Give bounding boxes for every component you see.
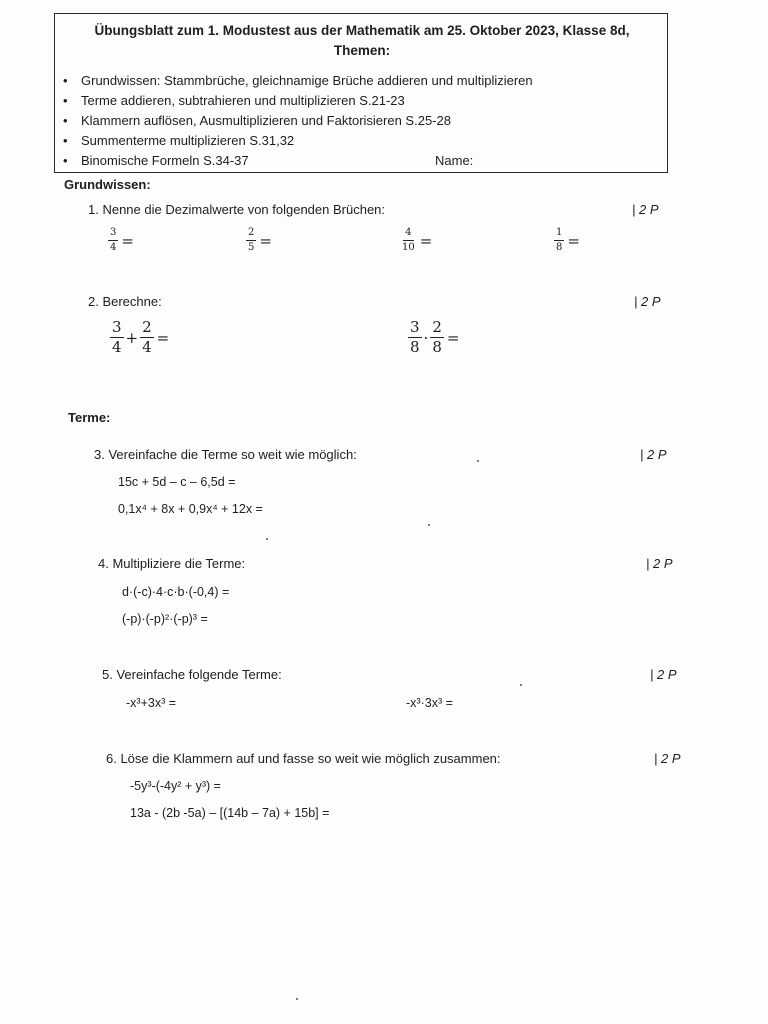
scan-speck [266,538,268,540]
topic-item: • Klammern auflösen, Ausmultiplizieren und Faktorisieren S.25-28 [63,111,533,131]
term-left: -x³+3x³ = [126,696,177,710]
topic-item: • Binomische Formeln S.34-37 [63,151,533,171]
task-2-label: 2. Berechne: [88,294,162,309]
worksheet-title: Übungsblatt zum 1. Modustest aus der Mathematik am 25. Oktober 2023, Klasse 8d, [94,23,630,38]
bullet-icon: • [63,73,68,88]
section-grundwissen: Grundwissen: [64,177,151,192]
term-line: d·(-c)·4·c·b·(-0,4) = [122,585,230,599]
term-line: (-p)·(-p)²·(-p)³ = [122,612,208,626]
scan-speck [428,524,430,526]
topic-item: • Summenterme multiplizieren S.31,32 [63,131,533,151]
bullet-icon: • [63,153,68,168]
expression-product-fractions: 3 8 · $\frac{2}{8}$ = [410,318,460,356]
name-label: Name: [435,153,474,168]
term-line: -5y³-(-4y² + y³) = [130,779,221,793]
topic-item: • Grundwissen: Stammbrüche, gleichnamige Brüche addieren und multiplizieren [63,71,533,91]
bullet-icon: • [63,113,68,128]
task-4-points: | 2 P [646,556,673,571]
task-4-label: 4. Multipliziere die Terme: [98,556,246,571]
scan-speck [520,684,522,686]
term-line: 13a - (2b -5a) – [(14b – 7a) + 15b] = [130,806,330,820]
term-line: 15c + 5d – c – 6,5d = [118,475,236,489]
task-6-points: | 2 P [654,751,681,766]
topic-item: • Terme addieren, subtrahieren und multiplizieren S.21-23 [63,91,533,111]
task-1-label: 1. Nenne die Dezimalwerte von folgenden Brüchen: [88,202,386,217]
fraction-4-10: $\frac{4}{10}$ = [402,227,433,253]
header-box [54,13,668,173]
fraction-1-8: $\frac{1}{8}$ = [556,227,580,253]
task-3-label: 3. Vereinfache die Terme so weit wie möglich: [94,447,357,462]
task-5-label: 5. Vereinfache folgende Terme: [102,667,282,682]
task-3-points: | 2 P [640,447,667,462]
scan-speck [477,460,479,462]
term-line: 0,1x⁴ + 8x + 0,9x⁴ + 12x = [118,502,263,516]
task-2-points: | 2 P [634,294,661,309]
fraction-3-4: $\frac{3}{4}$ = [110,227,134,253]
task-1-points: | 2 P [632,202,659,217]
task-6-label: 6. Löse die Klammern auf und fasse so weit wie möglich zusammen: [106,751,501,766]
scan-speck [296,998,298,1000]
expression-sum-fractions: 3 4 + $\frac{2}{4}$ = [112,318,170,356]
task-5-points: | 2 P [650,667,677,682]
topics-heading: Themen: [333,43,391,58]
fraction-2-5: $\frac{2}{5}$ = [248,227,272,253]
bullet-icon: • [63,133,68,148]
term-right: -x³·3x³ = [406,696,453,710]
bullet-icon: • [63,93,68,108]
section-terme: Terme: [68,410,111,425]
